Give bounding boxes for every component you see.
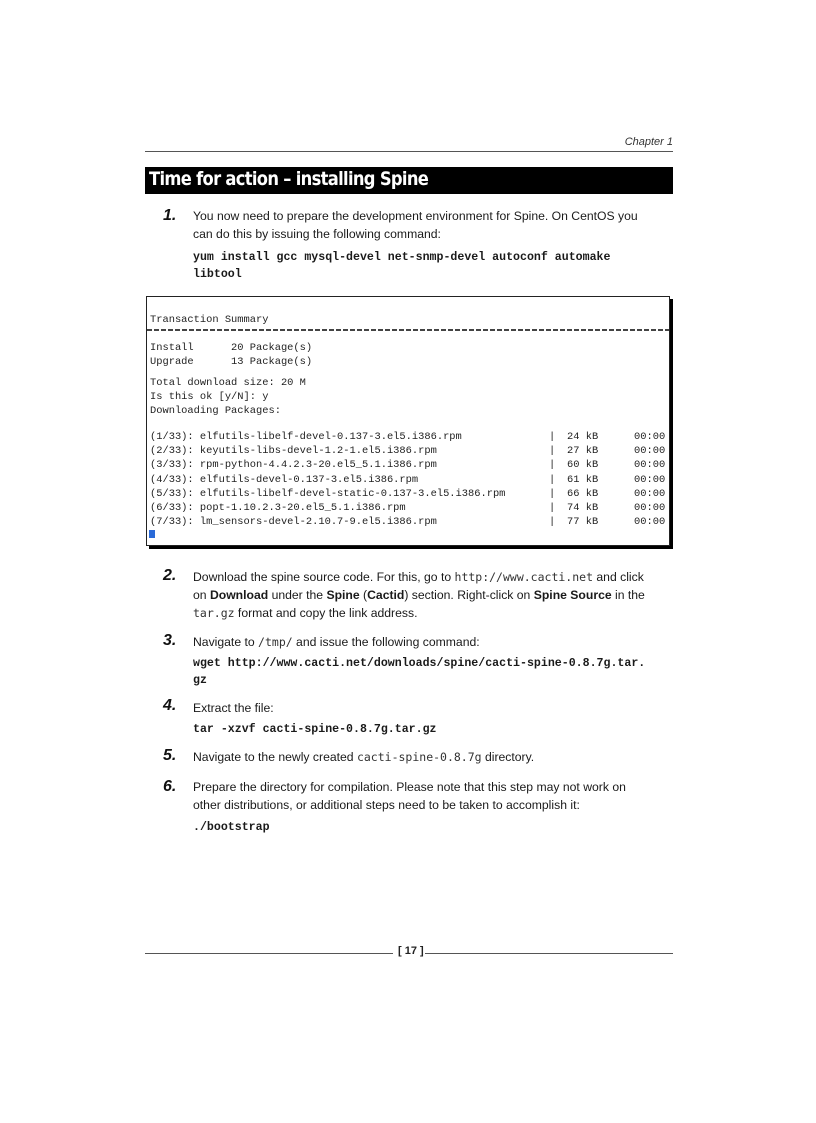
download-package: (2/33): keyutils-libs-devel-1.2-1.el5.i386.rpm — [150, 445, 437, 458]
footer-rule-left — [145, 953, 393, 954]
download-time: 00:00 — [634, 502, 666, 514]
spine-source-label: Spine Source — [533, 588, 612, 602]
step-4-number: 4. — [163, 697, 177, 714]
download-package: (1/33): elfutils-libelf-devel-0.137-3.el5.i386.rpm — [150, 431, 462, 443]
download-separator: | — [549, 516, 556, 529]
section-title-bar — [145, 167, 673, 194]
download-package: (3/33): rpm-python-4.4.2.3-20.el5_5.1.i386.rpm — [150, 459, 437, 472]
step-3-text-b: and issue the following command: — [292, 635, 480, 649]
download-row — [150, 502, 666, 514]
download-size: 74 kB — [567, 502, 599, 514]
terminal-prompt: Is this ok [y/N]: y — [150, 390, 269, 403]
terminal-upgrade: Upgrade 13 Package(s) — [150, 356, 313, 369]
step-3-command — [193, 655, 645, 689]
download-separator: | — [549, 487, 556, 500]
step-2-text-h: format and copy the link address. — [234, 606, 418, 620]
step-2-text-d: under the — [268, 588, 327, 602]
cactid-label: Cactid — [367, 588, 405, 602]
download-size: 66 kB — [567, 487, 599, 500]
download-row — [150, 473, 666, 486]
download-size: 27 kB — [567, 445, 599, 458]
step-2-text-c: on — [193, 588, 210, 602]
download-package: (6/33): popt-1.10.2.3-20.el5_5.1.i386.rpm — [150, 502, 406, 514]
step-2-text-f: ) section. Right-click on — [404, 588, 534, 602]
download-package: (4/33): elfutils-devel-0.137-3.el5.i386.rpm — [150, 473, 419, 486]
step-6-number: 6. — [163, 778, 177, 795]
step-2-text-e: ( — [359, 588, 368, 602]
step-2-number: 2. — [163, 567, 177, 584]
step-3-command-line-1: wget http://www.cacti.net/downloads/spine/cacti-spine-0.8.7g.tar. — [193, 657, 646, 670]
download-separator: | — [549, 431, 556, 443]
download-size: 24 kB — [567, 431, 599, 443]
step-2-text-b: and click — [593, 570, 644, 584]
terminal-downloading: Downloading Packages: — [150, 405, 281, 418]
download-time: 00:00 — [634, 431, 666, 443]
download-time: 00:00 — [634, 516, 666, 529]
footer-rule-right — [425, 953, 673, 954]
step-1-command-line-2: libtool — [193, 268, 242, 281]
step-5-text-b: directory. — [481, 750, 535, 764]
step-6-text — [193, 778, 626, 814]
step-1-command — [193, 249, 610, 283]
download-row — [150, 445, 666, 458]
download-separator: | — [549, 473, 556, 486]
step-3-number: 3. — [163, 632, 177, 649]
download-time: 00:00 — [634, 487, 666, 500]
download-label: Download — [209, 588, 269, 602]
step-6-line-1: Prepare the directory for compilation. Please note that this step may not work on — [193, 780, 626, 794]
download-row — [150, 431, 666, 443]
terminal-total: Total download size: 20 M — [150, 376, 306, 389]
step-4-text: Extract the file: — [193, 701, 274, 715]
tmp-path: /tmp/ — [258, 635, 293, 649]
download-time: 00:00 — [634, 445, 666, 458]
download-row — [150, 516, 666, 529]
download-package: (5/33): elfutils-libelf-devel-static-0.137-3.el5.i386.rpm — [150, 487, 506, 500]
section-title: Time for action – installing Spine — [149, 168, 429, 190]
step-3-command-line-2: gz — [193, 674, 207, 687]
step-5-text-a: Navigate to the newly created — [193, 750, 357, 764]
cacti-url: http://www.cacti.net — [454, 570, 593, 584]
terminal-cursor — [149, 530, 155, 538]
step-5-text — [193, 748, 534, 766]
page-number: [ 17 ] — [398, 945, 424, 957]
download-time: 00:00 — [634, 459, 666, 472]
step-1-line-1: You now need to prepare the development environment for Spine. On CentOS you — [193, 209, 638, 223]
step-4-command: tar -xzvf cacti-spine-0.8.7g.tar.gz — [193, 723, 437, 736]
step-2-text-g: in the — [611, 588, 645, 602]
step-3-text-a: Navigate to — [193, 635, 259, 649]
terminal-install: Install 20 Package(s) — [150, 342, 313, 355]
download-row — [150, 487, 666, 500]
step-5-number: 5. — [163, 747, 177, 764]
step-2-text-a: Download the spine source code. For this, go to — [193, 570, 455, 584]
tar-gz-code: tar.gz — [193, 606, 235, 620]
step-6-line-2: other distributions, or additional steps need to be taken to accomplish it: — [193, 798, 580, 812]
terminal-summary: Transaction Summary — [150, 314, 269, 326]
download-size: 60 kB — [567, 459, 599, 472]
spine-label: Spine — [326, 588, 360, 602]
header-rule — [145, 151, 673, 152]
step-1-line-2: can do this by issuing the following command: — [193, 227, 441, 241]
step-1-number: 1. — [163, 207, 177, 224]
step-3-text — [193, 633, 480, 651]
step-2-text — [193, 568, 645, 622]
download-package: (7/33): lm_sensors-devel-2.10.7-9.el5.i386.rpm — [150, 516, 437, 529]
download-separator: | — [549, 445, 556, 458]
terminal-screenshot — [146, 296, 670, 546]
download-size: 77 kB — [567, 516, 599, 529]
download-size: 61 kB — [567, 473, 599, 486]
chapter-label: Chapter 1 — [624, 136, 673, 148]
terminal-separator-rule — [147, 329, 669, 331]
download-separator: | — [549, 459, 556, 472]
spine-directory: cacti-spine-0.8.7g — [356, 750, 482, 764]
step-1-command-line-1: yum install gcc mysql-devel net-snmp-devel autoconf automake — [193, 251, 611, 264]
download-separator: | — [549, 502, 556, 514]
download-row — [150, 459, 666, 472]
download-time: 00:00 — [634, 473, 666, 486]
step-1-text — [193, 207, 638, 243]
step-6-command: ./bootstrap — [193, 821, 270, 834]
